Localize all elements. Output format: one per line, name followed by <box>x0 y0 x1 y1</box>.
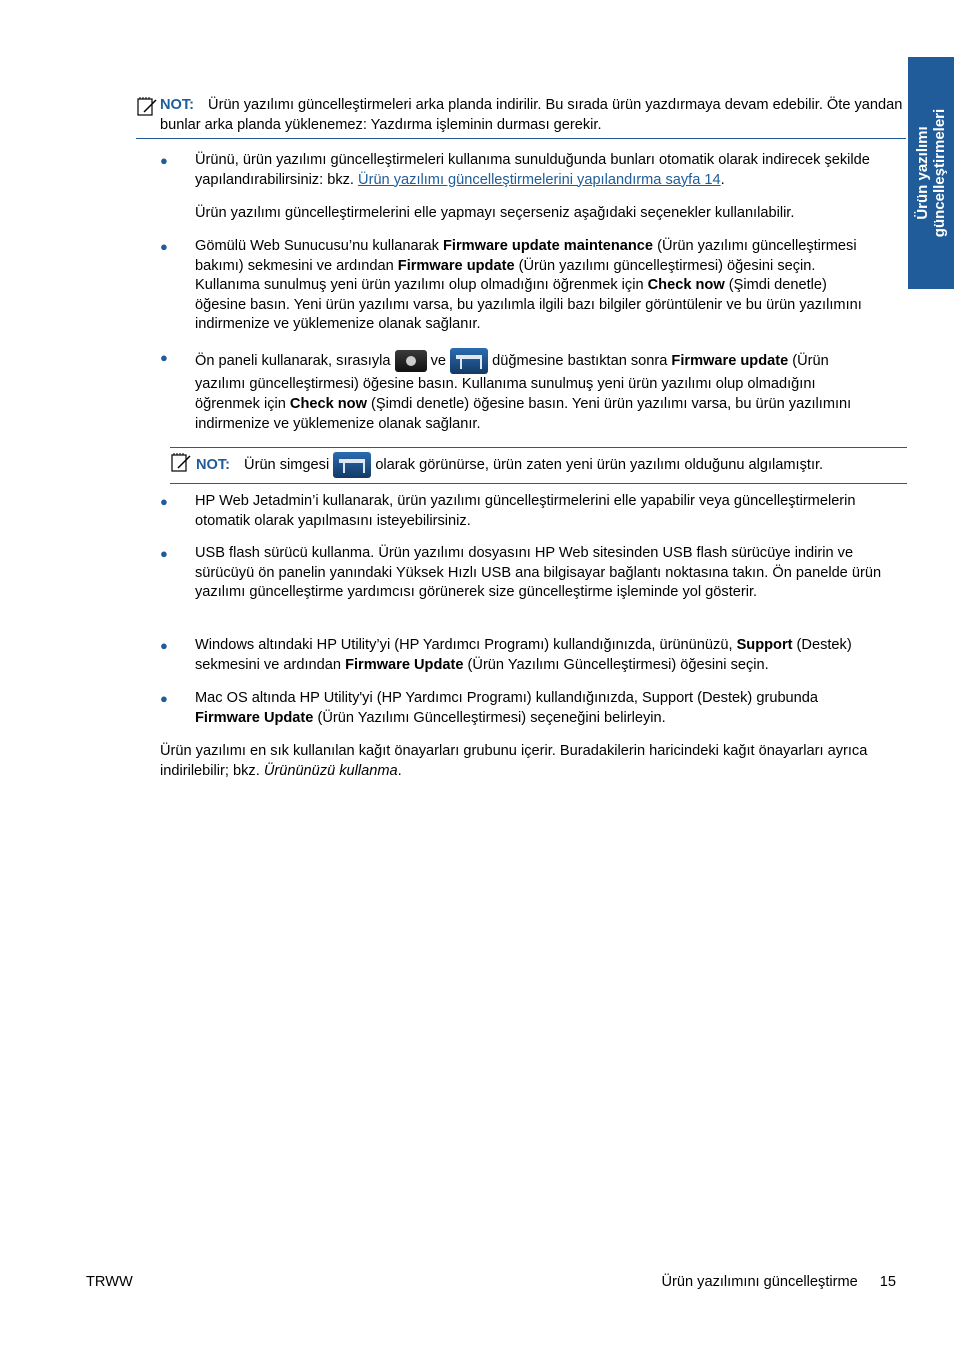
manual-options-intro: Ürün yazılımı güncelleştirmelerini elle yapmayı seçerseniz aşağıdaki seçenekler kullanılabilir. <box>195 205 795 221</box>
closing-paragraph: Ürün yazılımı en sık kullanılan kağıt önayarları grubunu içerir. Buradakilerin haricindeki kağıt önayarları ayrıca indirilebilir; bkz. Ürününüzü kullanma. <box>160 743 868 779</box>
list-item: ● Ön paneli kullanarak, sırasıyla ve düğmesine bastıktan sonra Firmware update (Ürün yazılımı güncelleştirmesi) öğesine basın. Kullanıma sunulmuş yeni ürün yazılımı olup olmadığını öğrenmek için Check now (Şimdi denetle) öğesine basın. Yeni ürün yazılımı varsa, bu ürün yazılımını indirmenize ve yüklemenize olanak sağlanır. <box>160 350 852 432</box>
bullet-icon: ● <box>160 691 168 706</box>
footer-title: Ürün yazılımını güncelleştirme <box>661 1274 858 1290</box>
page-number: 15 <box>879 1274 896 1290</box>
product-icon <box>333 452 371 478</box>
list-item: ● Gömülü Web Sunucusu’nu kullanarak Firmware update maintenance (Ürün yazılımı güncelleştirmesi bakımı) sekmesini ve ardından Firmware update (Ürün yazılımı güncelleştirmesi) öğesini seçin. Kullanıma sunulmuş yeni ürün yazılımı olup olmadığını öğrenmek için Check now (Şimdi denetle) öğesine basın. Yeni ürün yazılımı varsa, bu yazılımla ilgili bazı bilgiler görüntülenir ve bu ürün yazılımını indirmenize ve yüklemenize olanak sağlanır. <box>160 238 862 332</box>
note-label: NOT: <box>160 97 195 113</box>
config-page-link[interactable]: Ürün yazılımı güncelleştirmelerini yapılandırma sayfa 14 <box>358 171 721 188</box>
bullet-icon: ● <box>160 153 168 168</box>
section-side-tab-label: Ürün yazılımı güncelleştirmeleri <box>914 108 948 238</box>
note-text: Ürün yazılımı güncelleştirmeleri arka planda indirilir. Bu sırada ürün yazdırmaya devam edebilir. Öte yandan bunlar arka planda yüklenemez: Yazdırma işleminin durması gerekir. <box>160 97 903 133</box>
note-icon <box>136 96 158 118</box>
info-button-icon <box>395 350 427 372</box>
bullet-icon: ● <box>160 239 168 254</box>
footer-doc-code: TRWW <box>86 1274 133 1290</box>
bullet-icon: ● <box>160 546 168 561</box>
section-side-tab <box>908 57 954 289</box>
bullet-icon: ● <box>160 638 168 653</box>
bullet-icon: ● <box>160 350 168 365</box>
list-item: ● HP Web Jetadmin’i kullanarak, ürün yazılımı güncelleştirmelerini elle yapabilir veya güncelleştirmelerin otomatik olarak yapılmasını isteyebilirsiniz. <box>160 493 856 529</box>
note-label: NOT: <box>196 456 231 473</box>
reference-italic: Ürününüzü kullanma <box>263 762 398 779</box>
bullet-icon: ● <box>160 494 168 509</box>
list-item: ● Mac OS altında HP Utility'yi (HP Yardımcı Programı) kullandığınızda, Support (Destek) grubunda Firmware Update (Ürün Yazılımı Güncelleştirmesi) seçeneğini belirleyin. <box>160 690 819 726</box>
note-top <box>136 96 906 139</box>
printer-button-icon <box>450 348 488 374</box>
list-item: ● Ürünü, ürün yazılımı güncelleştirmeleri kullanıma sunulduğunda bunları otomatik olarak indirecek şekilde yapılandırabilirsiniz: bkz. Ürün yazılımı güncelleştirmelerini yapılandırma sayfa 14. <box>160 152 870 188</box>
footer-page-info <box>661 1273 896 1293</box>
note-icon <box>170 452 192 474</box>
list-item: ● Windows altındaki HP Utility’yi (HP Yardımcı Programı) kullandığınızda, ürününüzü, Support (Destek) sekmesini ve ardından Firmware Update (Ürün Yazılımı Güncelleştirmesi) öğesini seçin. <box>160 637 852 673</box>
note-inner: NOT: Ürün simgesi olarak görünürse, ürün zaten yeni ürün yazılımı olduğunu algılamıştır. <box>170 447 907 484</box>
list-item: ● USB flash sürücü kullanma. Ürün yazılımı dosyasını HP Web sitesinden USB flash sürücüye indirin ve sürücüyü ön panelin yanındaki Yüksek Hızlı USB ana bilgisayar bağlantı noktasına takın. Ön panelde ürün yazılımı güncelleştirme yardımcısı görünerek size güncelleştirme işleminde yol gösterir. <box>160 545 882 600</box>
